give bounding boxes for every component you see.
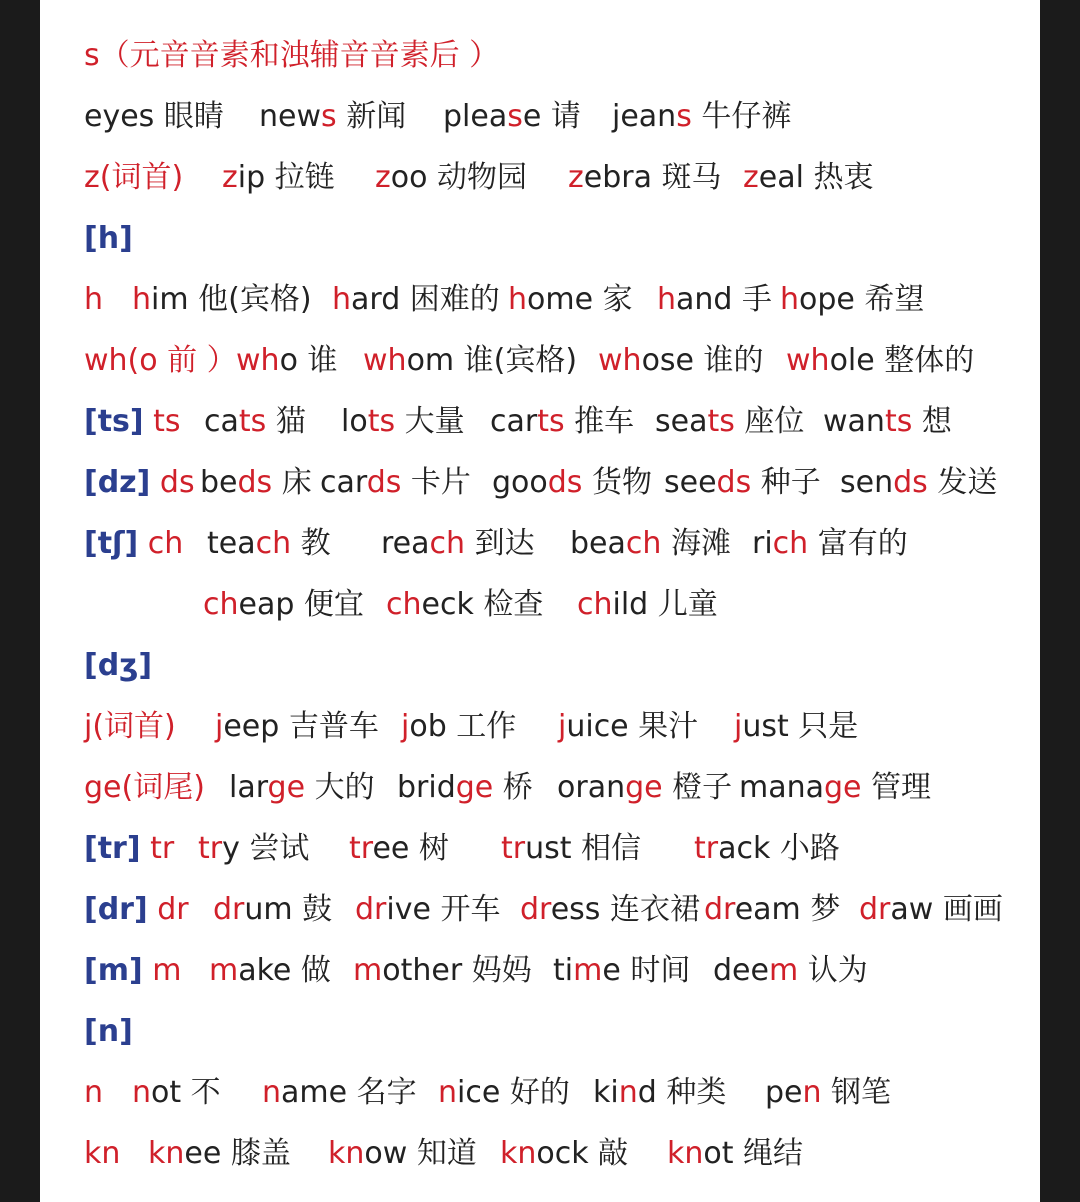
example-word <box>859 888 1003 932</box>
highlighted-letters: ds <box>366 465 402 500</box>
highlighted-letters: ch <box>625 526 662 561</box>
example-word <box>84 95 224 139</box>
example-word <box>222 156 335 200</box>
highlighted-letters: m <box>353 953 383 988</box>
word-text: ob 工作 <box>409 709 517 744</box>
word-text: ose 谁的 <box>641 343 764 378</box>
phoneme-label <box>84 339 237 383</box>
word-text: 猫 <box>266 404 306 439</box>
word-text: 卡片 <box>401 465 471 500</box>
phonics-line <box>40 339 1040 383</box>
word-text: eal 热衷 <box>758 160 874 195</box>
phoneme-label <box>84 766 205 810</box>
word-text: ice 好的 <box>457 1075 570 1110</box>
highlighted-letters: n <box>132 1075 152 1110</box>
highlighted-letters: s <box>676 99 692 134</box>
ipa-symbol: [ts] <box>84 404 144 439</box>
highlighted-letters: ds <box>716 465 752 500</box>
word-text: eap 便宜 <box>238 587 364 622</box>
word-text: 货物 <box>582 465 652 500</box>
word-text: pe <box>765 1075 803 1110</box>
highlighted-letters: n <box>262 1075 282 1110</box>
highlighted-letters: ch <box>203 587 239 622</box>
word-text: 到达 <box>465 526 535 561</box>
word-text: oo 动物园 <box>390 160 527 195</box>
highlighted-letters: z <box>375 160 391 195</box>
spelling-pattern: wh(o 前 ） <box>84 343 237 378</box>
word-text: sea <box>655 404 708 439</box>
spelling-pattern: s（元音音素和浊辅音音素后 ） <box>84 38 500 73</box>
word-text: wan <box>823 404 885 439</box>
phoneme-label <box>84 1132 120 1176</box>
example-word <box>739 766 931 810</box>
example-word <box>363 339 577 383</box>
phoneme-label <box>84 156 183 200</box>
word-text: ome 家 <box>527 282 633 317</box>
example-word <box>704 888 840 932</box>
word-text: aw 画画 <box>890 892 1003 927</box>
word-text: ee 树 <box>372 831 449 866</box>
ipa-symbol: [m] <box>84 953 143 988</box>
word-text: eyes <box>84 99 155 134</box>
phoneme-label <box>84 705 176 749</box>
highlighted-letters: j <box>401 709 410 744</box>
highlighted-letters: j <box>558 709 567 744</box>
word-text: 认为 <box>798 953 868 988</box>
highlighted-letters: wh <box>598 343 642 378</box>
phonics-line <box>40 583 1040 627</box>
highlighted-letters: kn <box>328 1136 365 1171</box>
phoneme-label <box>84 400 181 444</box>
word-text: ild 儿童 <box>612 587 718 622</box>
phonics-line <box>40 888 1040 932</box>
word-text: oran <box>557 770 626 805</box>
highlighted-letters: ts <box>238 404 267 439</box>
highlighted-letters: tr <box>694 831 719 866</box>
phoneme-label <box>84 1071 103 1115</box>
example-word <box>655 400 804 444</box>
spelling-pattern: ch <box>138 526 184 561</box>
phoneme-label <box>84 34 499 78</box>
phoneme-label <box>84 888 189 932</box>
highlighted-letters: ge <box>625 770 663 805</box>
word-text: rea <box>381 526 430 561</box>
example-word <box>612 95 791 139</box>
word-text: 海滩 <box>661 526 731 561</box>
highlighted-letters: ch <box>255 526 292 561</box>
word-text: ti <box>553 953 574 988</box>
phonics-line <box>40 949 1040 993</box>
highlighted-letters: z <box>222 160 238 195</box>
word-text: y 尝试 <box>222 831 310 866</box>
example-word <box>598 339 764 383</box>
highlighted-letters: n <box>618 1075 638 1110</box>
example-word <box>734 705 858 749</box>
word-text: ame 名字 <box>281 1075 417 1110</box>
highlighted-letters: ts <box>367 404 396 439</box>
word-text: 管理 <box>861 770 932 805</box>
example-word <box>132 1071 221 1115</box>
ipa-symbol: [dʒ] <box>84 648 153 683</box>
example-word <box>823 400 952 444</box>
word-text: 牛仔裤 <box>691 99 792 134</box>
ipa-symbol: [n] <box>84 1014 133 1049</box>
example-word <box>657 278 772 322</box>
word-text: sen <box>840 465 894 500</box>
word-text: d 种类 <box>637 1075 727 1110</box>
example-word <box>259 95 406 139</box>
word-text: ot 绳结 <box>703 1136 804 1171</box>
phonics-line <box>40 156 1040 200</box>
word-text: 桥 <box>493 770 533 805</box>
word-text: see <box>664 465 717 500</box>
example-word <box>401 705 516 749</box>
word-text: 富有的 <box>808 526 908 561</box>
phoneme-label <box>84 461 195 505</box>
example-word <box>694 827 840 871</box>
word-text: 教 <box>291 526 331 561</box>
phonics-line <box>40 1010 1040 1054</box>
word-text: 发送 <box>927 465 998 500</box>
highlighted-letters: ch <box>577 587 613 622</box>
word-text: and 手 <box>676 282 772 317</box>
example-word <box>204 400 306 444</box>
phonics-line <box>40 766 1040 810</box>
highlighted-letters: z <box>743 160 759 195</box>
example-word <box>570 522 731 566</box>
ipa-symbol: [dz] <box>84 465 151 500</box>
highlighted-letters: dr <box>704 892 735 927</box>
word-text: o 谁 <box>279 343 338 378</box>
example-word <box>207 522 331 566</box>
example-word <box>593 1071 726 1115</box>
spelling-pattern: z(词首) <box>84 160 184 195</box>
spelling-pattern: tr <box>140 831 175 866</box>
phoneme-label <box>84 278 103 322</box>
example-word <box>200 461 312 505</box>
spelling-pattern: ts <box>143 404 181 439</box>
highlighted-letters: ge <box>455 770 494 805</box>
phonics-word-sheet <box>40 0 1040 1202</box>
word-text: eep 吉普车 <box>223 709 379 744</box>
example-word <box>198 827 309 871</box>
example-word <box>386 583 543 627</box>
phonics-line <box>40 1071 1040 1115</box>
word-text: ow 知道 <box>364 1136 477 1171</box>
example-word <box>332 278 500 322</box>
highlighted-letters: h <box>780 282 800 317</box>
word-text: eam 梦 <box>734 892 841 927</box>
word-text: mana <box>739 770 825 805</box>
phonics-line <box>40 522 1040 566</box>
word-text: ri <box>752 526 773 561</box>
example-word <box>397 766 533 810</box>
highlighted-letters: ge <box>824 770 862 805</box>
highlighted-letters: s <box>321 99 337 134</box>
phonics-line <box>40 217 1040 261</box>
example-word <box>438 1071 570 1115</box>
highlighted-letters: z <box>568 160 584 195</box>
example-word <box>328 1132 477 1176</box>
word-text: 新闻 <box>336 99 407 134</box>
ipa-symbol: [tʃ] <box>84 526 139 561</box>
word-text: ki <box>593 1075 619 1110</box>
word-text: ard 困难的 <box>351 282 500 317</box>
highlighted-letters: dr <box>213 892 245 927</box>
phonics-line <box>40 644 1040 688</box>
highlighted-letters: dr <box>520 892 551 927</box>
word-text: ee 膝盖 <box>184 1136 291 1171</box>
phonics-line <box>40 1132 1040 1176</box>
word-text: goo <box>492 465 548 500</box>
example-word <box>557 766 732 810</box>
word-text: other 妈妈 <box>382 953 532 988</box>
highlighted-letters: ge <box>267 770 306 805</box>
highlighted-letters: n <box>802 1075 822 1110</box>
example-word <box>203 583 364 627</box>
highlighted-letters: wh <box>363 343 407 378</box>
word-text: eck 检查 <box>421 587 544 622</box>
word-text: 大的 <box>305 770 375 805</box>
word-text: tea <box>207 526 256 561</box>
word-text: om 谁(宾格) <box>406 343 578 378</box>
phonics-line <box>40 95 1040 139</box>
highlighted-letters: n <box>438 1075 458 1110</box>
highlighted-letters: kn <box>667 1136 704 1171</box>
example-word <box>353 949 532 993</box>
example-word <box>553 949 690 993</box>
example-word <box>713 949 868 993</box>
highlighted-letters: wh <box>236 343 280 378</box>
word-text: uice 果汁 <box>566 709 699 744</box>
spelling-pattern: kn <box>84 1136 121 1171</box>
example-word <box>490 400 634 444</box>
word-text: car <box>490 404 538 439</box>
highlighted-letters: ds <box>547 465 583 500</box>
spelling-pattern: ge(词尾) <box>84 770 205 805</box>
example-word <box>743 156 873 200</box>
highlighted-letters: s <box>507 99 523 134</box>
phonics-line <box>40 827 1040 871</box>
word-text: dee <box>713 953 769 988</box>
word-text: e 时间 <box>602 953 691 988</box>
highlighted-letters: kn <box>500 1136 537 1171</box>
example-word <box>840 461 997 505</box>
example-word <box>443 95 581 139</box>
word-text: ole 整体的 <box>829 343 975 378</box>
word-text: ake 做 <box>238 953 331 988</box>
word-text: be <box>200 465 238 500</box>
highlighted-letters: j <box>734 709 743 744</box>
word-text: 橙子 <box>662 770 733 805</box>
word-text: bea <box>570 526 626 561</box>
example-word <box>765 1071 891 1115</box>
word-text: car <box>320 465 367 500</box>
example-word <box>501 827 641 871</box>
example-word <box>558 705 698 749</box>
highlighted-letters: ts <box>884 404 913 439</box>
word-text: jean <box>612 99 677 134</box>
highlighted-letters: kn <box>148 1136 185 1171</box>
word-text: e 请 <box>522 99 581 134</box>
phoneme-label <box>84 522 183 566</box>
example-word <box>577 583 718 627</box>
example-word <box>786 339 974 383</box>
example-word <box>381 522 535 566</box>
word-text: 钢笔 <box>821 1075 892 1110</box>
example-word <box>667 1132 803 1176</box>
phoneme-label <box>84 1010 133 1054</box>
example-word <box>213 888 332 932</box>
highlighted-letters: m <box>209 953 239 988</box>
example-word <box>320 461 471 505</box>
word-text: brid <box>397 770 456 805</box>
word-text: ack 小路 <box>718 831 840 866</box>
word-text: 眼睛 <box>154 99 224 134</box>
highlighted-letters: tr <box>349 831 373 866</box>
example-word <box>355 888 500 932</box>
example-word <box>229 766 375 810</box>
example-word <box>500 1132 628 1176</box>
example-word <box>508 278 633 322</box>
word-text: 推车 <box>564 404 635 439</box>
word-text: 种子 <box>751 465 821 500</box>
example-word <box>492 461 652 505</box>
highlighted-letters: h <box>332 282 352 317</box>
example-word <box>664 461 821 505</box>
highlighted-letters: tr <box>501 831 526 866</box>
phonics-line <box>40 461 1040 505</box>
phoneme-label <box>84 949 181 993</box>
word-text: plea <box>443 99 508 134</box>
word-text: ope 希望 <box>799 282 925 317</box>
example-word <box>520 888 700 932</box>
phonics-line <box>40 400 1040 444</box>
example-word <box>375 156 527 200</box>
example-word <box>341 400 465 444</box>
word-text: 想 <box>912 404 952 439</box>
word-text: 座位 <box>734 404 805 439</box>
ipa-symbol: [tr] <box>84 831 141 866</box>
word-text: im 他(宾格) <box>151 282 312 317</box>
spelling-pattern: dr <box>147 892 189 927</box>
highlighted-letters: wh <box>786 343 830 378</box>
highlighted-letters: dr <box>355 892 387 927</box>
highlighted-letters: ch <box>429 526 466 561</box>
word-text: 大量 <box>395 404 465 439</box>
highlighted-letters: ch <box>772 526 809 561</box>
word-text: 床 <box>272 465 312 500</box>
word-text: ot 不 <box>151 1075 221 1110</box>
highlighted-letters: ts <box>537 404 565 439</box>
highlighted-letters: tr <box>198 831 223 866</box>
highlighted-letters: m <box>768 953 799 988</box>
ipa-symbol: [dr] <box>84 892 148 927</box>
highlighted-letters: ts <box>707 404 735 439</box>
word-text: ip 拉链 <box>237 160 335 195</box>
word-text: lo <box>341 404 368 439</box>
phoneme-label <box>84 217 133 261</box>
example-word <box>780 278 924 322</box>
highlighted-letters: m <box>573 953 603 988</box>
highlighted-letters: j <box>215 709 224 744</box>
word-text: new <box>259 99 322 134</box>
highlighted-letters: ds <box>893 465 928 500</box>
word-text: lar <box>229 770 268 805</box>
example-word <box>236 339 337 383</box>
highlighted-letters: h <box>132 282 152 317</box>
example-word <box>349 827 449 871</box>
word-text: ess 连衣裙 <box>550 892 700 927</box>
spelling-pattern: j(词首) <box>84 709 176 744</box>
word-text: um 鼓 <box>244 892 333 927</box>
example-word <box>209 949 331 993</box>
phoneme-label <box>84 644 152 688</box>
example-word <box>215 705 379 749</box>
example-word <box>148 1132 291 1176</box>
phoneme-label <box>84 827 174 871</box>
highlighted-letters: h <box>508 282 528 317</box>
word-text: ebra 斑马 <box>583 160 722 195</box>
phonics-line <box>40 705 1040 749</box>
highlighted-letters: ch <box>386 587 422 622</box>
highlighted-letters: h <box>657 282 677 317</box>
phonics-line <box>40 278 1040 322</box>
spelling-pattern: n <box>84 1075 104 1110</box>
highlighted-letters: dr <box>859 892 891 927</box>
word-text: ust 只是 <box>742 709 859 744</box>
phonics-line <box>40 34 1040 78</box>
ipa-symbol: [h] <box>84 221 133 256</box>
highlighted-letters: ds <box>237 465 273 500</box>
example-word <box>752 522 908 566</box>
word-text: ock 敲 <box>536 1136 629 1171</box>
example-word <box>132 278 312 322</box>
word-text: ive 开车 <box>386 892 501 927</box>
example-word <box>262 1071 417 1115</box>
word-text: ust 相信 <box>525 831 642 866</box>
word-text: ca <box>204 404 239 439</box>
example-word <box>568 156 722 200</box>
spelling-pattern: h <box>84 282 104 317</box>
spelling-pattern: ds <box>150 465 195 500</box>
spelling-pattern: m <box>142 953 182 988</box>
